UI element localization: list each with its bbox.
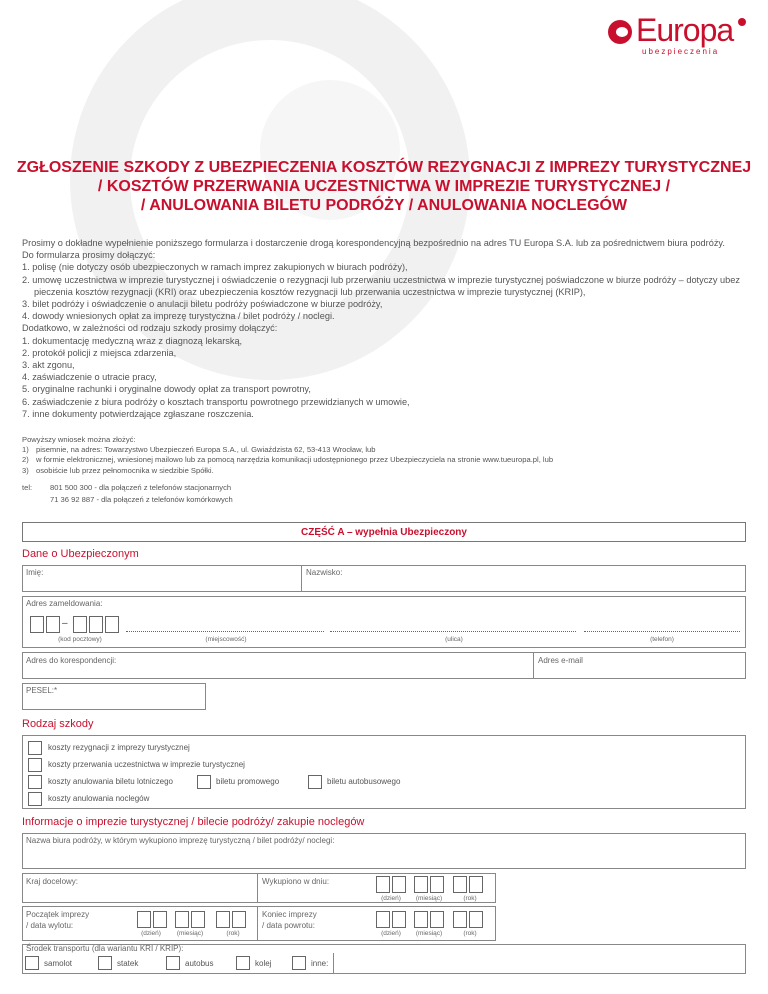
item-number: 1)	[22, 445, 29, 455]
transport-option-label: samolot	[44, 959, 73, 968]
damage-checkbox[interactable]	[197, 775, 211, 789]
date-digit[interactable]	[469, 911, 483, 928]
transport-checkbox[interactable]	[236, 956, 250, 970]
damage-checkbox[interactable]	[28, 775, 42, 789]
postal-digit[interactable]	[46, 616, 60, 633]
logo-mark-icon	[608, 20, 632, 44]
country-label: Kraj docelowy:	[26, 877, 79, 886]
intro-attach-head: Do formularza prosimy dołączyć:	[22, 250, 156, 261]
postal-digit[interactable]	[73, 616, 87, 633]
logo-wordmark: Europa	[636, 12, 734, 48]
year-caption: (rok)	[226, 930, 240, 937]
tel-mobile: 71 36 92 887 - dla połączeń z telefonów komórkowych	[50, 495, 233, 504]
date-digit[interactable]	[392, 911, 406, 928]
year-caption: (rok)	[463, 930, 477, 937]
last-name-field[interactable]	[301, 565, 746, 592]
title-line-1: ZGŁOSZENIE SZKODY Z UBEZPIECZENIA KOSZTÓW REZYGNACJI Z IMPREZY TURYSTYCZNEJ	[16, 159, 752, 176]
city-line[interactable]	[126, 630, 324, 632]
first-name-field[interactable]	[22, 565, 302, 592]
transport-checkbox[interactable]	[98, 956, 112, 970]
item-number: 2)	[22, 455, 29, 465]
transport-option-label: statek	[117, 959, 139, 968]
damage-checkbox[interactable]	[308, 775, 322, 789]
phone-caption: (telefon)	[650, 636, 674, 643]
date-digit[interactable]	[414, 911, 428, 928]
list-item: 1. polisę (nie dotyczy osób ubezpieczonych w ramach imprez zakupionych w biurach podróży),	[22, 262, 408, 273]
pesel-label: PESEL:*	[26, 686, 58, 695]
date-digit[interactable]	[392, 876, 406, 893]
date-digit[interactable]	[376, 911, 390, 928]
postal-dash: –	[62, 618, 68, 629]
street-caption: (ulica)	[445, 636, 463, 643]
list-item: 2. umowę uczestnictwa w imprezie turystycznej i oświadczenie o rezygnacji lub przerwaniu uczestnictwa w imprezie turystycznej poświadczone w biurze podróży – dotyczy ubez	[22, 274, 740, 285]
email-label: Adres e-mail	[538, 656, 583, 665]
address-label: Adres zameldowania:	[26, 599, 103, 608]
phone-line[interactable]	[584, 630, 740, 632]
transport-option-label: autobus	[185, 959, 214, 968]
month-caption: (miesiąc)	[176, 930, 204, 937]
date-digit[interactable]	[430, 876, 444, 893]
list-item: 5. oryginalne rachunki i oryginalne dowody opłat za transport powrotny,	[22, 384, 311, 395]
date-digit[interactable]	[453, 911, 467, 928]
transport-option-label: inne:	[311, 959, 329, 968]
damage-checkbox[interactable]	[28, 741, 42, 755]
damage-option-label: koszty anulowania noclegów	[48, 794, 150, 803]
date-digit[interactable]	[191, 911, 205, 928]
transport-label: Środek transportu (dla wariantu KRI / KRIP):	[26, 944, 184, 953]
first-name-label: Imię:	[26, 568, 44, 577]
day-caption: (dzień)	[381, 895, 401, 902]
list-item: 3. bilet podróży i oświadczenie o anulacji biletu podróży poświadczone w biurze podróży,	[22, 299, 383, 310]
end-date-label-1: Koniec imprezy	[262, 910, 317, 919]
date-digit[interactable]	[175, 911, 189, 928]
intro-additional-head: Dodatkowo, w zależności od rodzaju szkody prosimy dołączyć:	[22, 323, 278, 334]
city-caption: (miejscowość)	[205, 636, 247, 643]
date-digit[interactable]	[153, 911, 167, 928]
list-item: 3. akt zgonu,	[22, 360, 75, 371]
part-a-banner: CZĘŚĆ A – wypełnia Ubezpieczony	[22, 522, 746, 542]
submission-item: w formie elektronicznej, wniesionej mailowo lub za pomocą narzędzia komunikacji udostępnionego przez Ubezpieczyciela na stronie www.tueuropa.pl, lub	[36, 455, 554, 465]
europa-logo	[608, 12, 758, 56]
bought-date-label: Wykupiono w dniu:	[262, 877, 330, 886]
transport-option-label: kolej	[255, 959, 272, 968]
submission-head: Powyższy wniosek można złożyć:	[22, 435, 136, 444]
date-digit[interactable]	[414, 876, 428, 893]
damage-checkbox[interactable]	[28, 758, 42, 772]
damage-option-label: koszty przerwania uczestnictwa w imprezie turystycznej	[48, 760, 245, 769]
date-digit[interactable]	[430, 911, 444, 928]
list-item: 6. zaświadczenie z biura podróży o kosztach transportu powrotnego przewidzianych w umowie,	[22, 396, 410, 407]
year-caption: (rok)	[463, 895, 477, 902]
list-item: 4. dowody wniesionych opłat za imprezę turystyczna / bilet podróży / noclegi.	[22, 311, 335, 322]
damage-heading: Rodzaj szkody	[22, 718, 94, 730]
date-digit[interactable]	[376, 876, 390, 893]
postal-digit[interactable]	[105, 616, 119, 633]
date-digit[interactable]	[469, 876, 483, 893]
transport-checkbox[interactable]	[292, 956, 306, 970]
submission-info	[22, 435, 748, 476]
postal-digit[interactable]	[30, 616, 44, 633]
damage-checkbox[interactable]	[28, 792, 42, 806]
intro-paragraph: Prosimy o dokładne wypełnienie poniższego formularza i dostarczenie drogą korespondencyjną bezpośrednio na adres TU Europa S.A. lub za pośrednictwem biura podróży.	[22, 238, 725, 248]
submission-item: pisemnie, na adres: Towarzystwo Ubezpieczeń Europa S.A., ul. Gwiaździsta 62, 53-413 Wrocław, lub	[36, 445, 376, 455]
day-caption: (dzień)	[381, 930, 401, 937]
list-item: 2. protokół policji z miejsca zdarzenia,	[22, 347, 177, 358]
postal-caption: (kod pocztowy)	[58, 636, 102, 643]
start-date-label-2: / data wylotu:	[26, 921, 74, 930]
tel-label: tel:	[22, 483, 33, 492]
transport-other-field[interactable]	[333, 953, 746, 974]
tel-landline: 801 500 300 - dla połączeń z telefonów stacjonarnych	[50, 483, 232, 492]
logo-dot-icon	[738, 18, 746, 26]
trip-heading: Informacje o imprezie turystycznej / bilecie podróży/ zakupie noclegów	[22, 816, 365, 828]
date-digit[interactable]	[232, 911, 246, 928]
damage-option-label: biletu promowego	[216, 777, 280, 786]
damage-option-label: biletu autobusowego	[327, 777, 401, 786]
logo-subtitle: ubezpieczenia	[642, 47, 720, 56]
item-number: 3)	[22, 465, 29, 475]
list-item: 1. dokumentację medyczną wraz z diagnozą lekarską,	[22, 335, 243, 346]
form-title	[0, 158, 768, 215]
title-line-2: / KOSZTÓW PRZERWANIA UCZESTNICTWA W IMPREZIE TURYSTYCZNEJ /	[97, 178, 671, 195]
damage-option-label: koszty anulowania biletu lotniczego	[48, 777, 173, 786]
agency-label: Nazwa biura podróży, w którym wykupiono imprezę turystyczną / bilet podróży/ noclegi:	[26, 836, 335, 845]
end-date-label-2: / data powrotu:	[262, 921, 315, 930]
date-digit[interactable]	[216, 911, 230, 928]
correspondence-label: Adres do korespondencji:	[26, 656, 117, 665]
day-caption: (dzień)	[141, 930, 161, 937]
insured-heading: Dane o Ubezpieczonym	[22, 548, 139, 560]
postal-digit[interactable]	[89, 616, 103, 633]
month-caption: (miesiąc)	[415, 895, 443, 902]
list-item: 4. zaświadczenie o utracie pracy,	[22, 372, 157, 383]
start-date-label-1: Początek imprezy	[26, 910, 90, 919]
last-name-label: Nazwisko:	[306, 568, 343, 577]
list-item: pieczenia kosztów rezygnacji (KRI) oraz ubezpieczenia kosztów rezygnacji lub przerwania uczestnictwa w imprezie turystycznej (KRIP),	[34, 286, 586, 297]
submission-item: osobiście lub przez pełnomocnika w siedzibie Spółki.	[36, 465, 214, 475]
title-line-3: / ANULOWANIA BILETU PODRÓŻY / ANULOWANIA NOCLEGÓW	[140, 197, 628, 214]
list-item: 7. inne dokumenty potwierdzające zgłaszane roszczenia.	[22, 408, 254, 419]
month-caption: (miesiąc)	[415, 930, 443, 937]
instructions	[22, 237, 748, 420]
date-digit[interactable]	[453, 876, 467, 893]
date-digit[interactable]	[137, 911, 151, 928]
transport-checkbox[interactable]	[166, 956, 180, 970]
transport-checkbox[interactable]	[25, 956, 39, 970]
damage-option-label: koszty rezygnacji z imprezy turystycznej	[48, 743, 190, 752]
street-line[interactable]	[330, 630, 576, 632]
